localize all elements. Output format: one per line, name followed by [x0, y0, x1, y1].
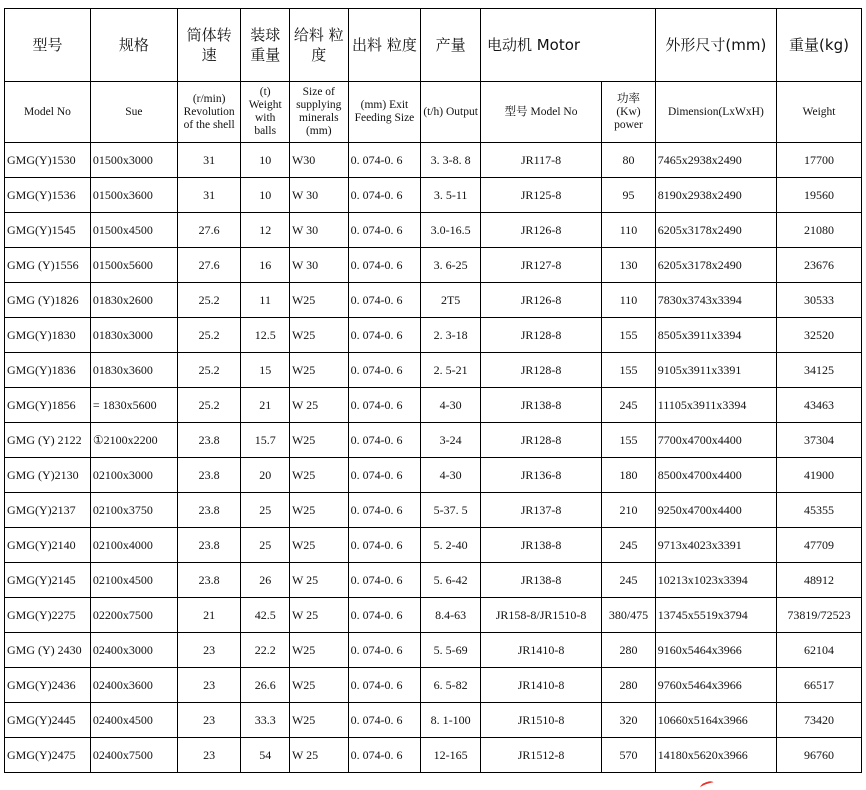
- cell-exit-size: 0. 074-0. 6: [348, 248, 421, 283]
- header-output-cn: 产量: [421, 9, 481, 82]
- cell-feed-size: W25: [289, 633, 348, 668]
- cell-ball-weight: 33.3: [241, 703, 290, 738]
- cell-output: 4-30: [421, 388, 481, 423]
- cell-model-no: GMG (Y)1826: [5, 283, 91, 318]
- cell-motor-model: JR136-8: [480, 458, 601, 493]
- cell-ball-weight: 42.5: [241, 598, 290, 633]
- cell-output: 8.4-63: [421, 598, 481, 633]
- cell-model-no: GMG(Y)1530: [5, 143, 91, 178]
- cell-output: 2T5: [421, 283, 481, 318]
- cell-rotation-speed: 25.2: [177, 353, 241, 388]
- cell-dimension: 9105x3911x3391: [655, 353, 776, 388]
- cell-feed-size: W30: [289, 143, 348, 178]
- cell-output: 6. 5-82: [421, 668, 481, 703]
- cell-output: 3-24: [421, 423, 481, 458]
- cell-ball-weight: 12: [241, 213, 290, 248]
- cell-rotation-speed: 23.8: [177, 423, 241, 458]
- cell-feed-size: W25: [289, 668, 348, 703]
- header-speed-en: (r/min) Revolution of the shell: [177, 82, 241, 143]
- header-row-chinese: [5, 9, 862, 82]
- cell-exit-size: 0. 074-0. 6: [348, 633, 421, 668]
- cell-motor-model: JR1510-8: [480, 703, 601, 738]
- cell-weight: 48912: [777, 563, 862, 598]
- cell-exit-size: 0. 074-0. 6: [348, 178, 421, 213]
- header-exit-size-en: (mm) Exit Feeding Size: [348, 82, 421, 143]
- cell-exit-size: 0. 074-0. 6: [348, 458, 421, 493]
- cell-ball-weight: 15.7: [241, 423, 290, 458]
- cell-spec: 02200x7500: [90, 598, 177, 633]
- cell-dimension: 9713x4023x3391: [655, 528, 776, 563]
- cell-rotation-speed: 23: [177, 668, 241, 703]
- cell-model-no: GMG(Y)2436: [5, 668, 91, 703]
- cell-exit-size: 0. 074-0. 6: [348, 143, 421, 178]
- cell-weight: 45355: [777, 493, 862, 528]
- header-output-en: (t/h) Output: [421, 82, 481, 143]
- cell-output: 5. 2-40: [421, 528, 481, 563]
- cell-feed-size: W 25: [289, 738, 348, 773]
- cell-motor-model: JR125-8: [480, 178, 601, 213]
- cell-model-no: GMG(Y)2140: [5, 528, 91, 563]
- cell-dimension: 7700x4700x4400: [655, 423, 776, 458]
- cell-ball-weight: 12.5: [241, 318, 290, 353]
- header-dimension-en: Dimension(LxWxH): [655, 82, 776, 143]
- cell-rotation-speed: 21: [177, 598, 241, 633]
- header-balls-cn: 装球重量: [241, 9, 290, 82]
- cell-motor-model: JR138-8: [480, 528, 601, 563]
- cell-model-no: GMG(Y)1836: [5, 353, 91, 388]
- cell-exit-size: 0. 074-0. 6: [348, 213, 421, 248]
- cell-rotation-speed: 23.8: [177, 458, 241, 493]
- cell-motor-model: JR126-8: [480, 283, 601, 318]
- cell-ball-weight: 10: [241, 143, 290, 178]
- cell-ball-weight: 54: [241, 738, 290, 773]
- cell-output: 3. 5-11: [421, 178, 481, 213]
- cell-weight: 19560: [777, 178, 862, 213]
- cell-dimension: 14180x5620x3966: [655, 738, 776, 773]
- header-spec-en: Sue: [90, 82, 177, 143]
- cell-dimension: 9760x5464x3966: [655, 668, 776, 703]
- cell-motor-power: 245: [602, 528, 656, 563]
- table-row: [5, 703, 862, 738]
- cell-motor-power: 130: [602, 248, 656, 283]
- cell-weight: 32520: [777, 318, 862, 353]
- cell-motor-power: 280: [602, 633, 656, 668]
- header-model-cn: 型号: [5, 9, 91, 82]
- cell-weight: 34125: [777, 353, 862, 388]
- cell-motor-model: JR128-8: [480, 353, 601, 388]
- header-motor-power-en: 功率 (Kw) power: [602, 82, 656, 143]
- cell-dimension: 10660x5164x3966: [655, 703, 776, 738]
- cell-exit-size: 0. 074-0. 6: [348, 598, 421, 633]
- cell-exit-size: 0. 074-0. 6: [348, 283, 421, 318]
- cell-spec: 01500x3600: [90, 178, 177, 213]
- red-pen-mark: [699, 780, 714, 790]
- cell-motor-model: JR138-8: [480, 388, 601, 423]
- table-row: [5, 388, 862, 423]
- cell-exit-size: 0. 074-0. 6: [348, 493, 421, 528]
- cell-model-no: GMG (Y) 2122: [5, 423, 91, 458]
- cell-motor-power: 210: [602, 493, 656, 528]
- cell-feed-size: W25: [289, 283, 348, 318]
- cell-spec: 01500x4500: [90, 213, 177, 248]
- cell-output: 3.0-16.5: [421, 213, 481, 248]
- cell-dimension: 9160x5464x3966: [655, 633, 776, 668]
- cell-motor-model: JR158-8/JR1510-8: [480, 598, 601, 633]
- cell-motor-model: JR137-8: [480, 493, 601, 528]
- cell-weight: 17700: [777, 143, 862, 178]
- cell-output: 2. 5-21: [421, 353, 481, 388]
- cell-dimension: 7465x2938x2490: [655, 143, 776, 178]
- cell-motor-power: 320: [602, 703, 656, 738]
- table-row: [5, 493, 862, 528]
- cell-dimension: 6205x3178x2490: [655, 248, 776, 283]
- table-row: [5, 668, 862, 703]
- cell-rotation-speed: 23.8: [177, 563, 241, 598]
- cell-exit-size: 0. 074-0. 6: [348, 318, 421, 353]
- cell-model-no: GMG(Y)2475: [5, 738, 91, 773]
- cell-weight: 23676: [777, 248, 862, 283]
- cell-model-no: GMG (Y)2130: [5, 458, 91, 493]
- cell-motor-model: JR126-8: [480, 213, 601, 248]
- cell-dimension: 7830x3743x3394: [655, 283, 776, 318]
- cell-model-no: GMG(Y)1545: [5, 213, 91, 248]
- cell-ball-weight: 15: [241, 353, 290, 388]
- cell-ball-weight: 25: [241, 528, 290, 563]
- cell-feed-size: W25: [289, 528, 348, 563]
- table-row: [5, 178, 862, 213]
- table-row: [5, 283, 862, 318]
- cell-motor-model: JR117-8: [480, 143, 601, 178]
- cell-motor-model: JR1512-8: [480, 738, 601, 773]
- cell-rotation-speed: 23.8: [177, 528, 241, 563]
- table-row: [5, 213, 862, 248]
- cell-motor-model: JR1410-8: [480, 633, 601, 668]
- cell-model-no: GMG (Y)1556: [5, 248, 91, 283]
- cell-motor-power: 80: [602, 143, 656, 178]
- cell-weight: 47709: [777, 528, 862, 563]
- cell-output: 5. 6-42: [421, 563, 481, 598]
- cell-feed-size: W 25: [289, 388, 348, 423]
- cell-rotation-speed: 25.2: [177, 318, 241, 353]
- cell-spec: 02400x4500: [90, 703, 177, 738]
- header-balls-en: (t) Weight with balls: [241, 82, 290, 143]
- cell-model-no: GMG(Y)1856: [5, 388, 91, 423]
- cell-ball-weight: 26: [241, 563, 290, 598]
- cell-spec: 01830x2600: [90, 283, 177, 318]
- cell-output: 3. 3-8. 8: [421, 143, 481, 178]
- cell-spec: 01500x5600: [90, 248, 177, 283]
- table-row: [5, 248, 862, 283]
- cell-spec: 01830x3600: [90, 353, 177, 388]
- cell-output: 4-30: [421, 458, 481, 493]
- cell-weight: 41900: [777, 458, 862, 493]
- table-row: [5, 563, 862, 598]
- cell-rotation-speed: 23: [177, 633, 241, 668]
- header-exit-size-cn: 出料 粒度: [348, 9, 421, 82]
- cell-feed-size: W25: [289, 318, 348, 353]
- table-row: [5, 738, 862, 773]
- cell-dimension: 11105x3911x3394: [655, 388, 776, 423]
- cell-weight: 96760: [777, 738, 862, 773]
- cell-ball-weight: 11: [241, 283, 290, 318]
- cell-weight: 43463: [777, 388, 862, 423]
- cell-dimension: 6205x3178x2490: [655, 213, 776, 248]
- cell-dimension: 8190x2938x2490: [655, 178, 776, 213]
- cell-feed-size: W25: [289, 703, 348, 738]
- cell-exit-size: 0. 074-0. 6: [348, 738, 421, 773]
- table-row: [5, 458, 862, 493]
- cell-rotation-speed: 23: [177, 738, 241, 773]
- cell-exit-size: 0. 074-0. 6: [348, 528, 421, 563]
- cell-ball-weight: 26.6: [241, 668, 290, 703]
- cell-motor-model: JR127-8: [480, 248, 601, 283]
- table-row: [5, 423, 862, 458]
- cell-spec: 02100x4000: [90, 528, 177, 563]
- cell-spec: 01830x3000: [90, 318, 177, 353]
- cell-rotation-speed: 23: [177, 703, 241, 738]
- cell-spec: = 1830x5600: [90, 388, 177, 423]
- table-row: [5, 528, 862, 563]
- cell-output: 8. 1-100: [421, 703, 481, 738]
- cell-exit-size: 0. 074-0. 6: [348, 353, 421, 388]
- cell-spec: ①2100x2200: [90, 423, 177, 458]
- cell-dimension: 13745x5519x3794: [655, 598, 776, 633]
- ball-mill-spec-table: [4, 8, 862, 773]
- table-row: [5, 633, 862, 668]
- cell-dimension: 8500x4700x4400: [655, 458, 776, 493]
- cell-feed-size: W 30: [289, 178, 348, 213]
- cell-feed-size: W25: [289, 458, 348, 493]
- cell-weight: 21080: [777, 213, 862, 248]
- cell-spec: 02100x3750: [90, 493, 177, 528]
- cell-rotation-speed: 23.8: [177, 493, 241, 528]
- cell-rotation-speed: 27.6: [177, 248, 241, 283]
- cell-exit-size: 0. 074-0. 6: [348, 563, 421, 598]
- cell-weight: 37304: [777, 423, 862, 458]
- cell-spec: 01500x3000: [90, 143, 177, 178]
- cell-motor-power: 95: [602, 178, 656, 213]
- header-motor-cn: 电动机 Motor: [480, 9, 655, 82]
- cell-weight: 30533: [777, 283, 862, 318]
- cell-exit-size: 0. 074-0. 6: [348, 388, 421, 423]
- cell-ball-weight: 22.2: [241, 633, 290, 668]
- cell-output: 5-37. 5: [421, 493, 481, 528]
- cell-motor-power: 245: [602, 388, 656, 423]
- cell-model-no: GMG (Y) 2430: [5, 633, 91, 668]
- cell-motor-power: 570: [602, 738, 656, 773]
- cell-model-no: GMG(Y)1536: [5, 178, 91, 213]
- header-speed-cn: 筒体转速: [177, 9, 241, 82]
- cell-weight: 66517: [777, 668, 862, 703]
- table-row: [5, 598, 862, 633]
- cell-spec: 02400x3600: [90, 668, 177, 703]
- cell-dimension: 8505x3911x3394: [655, 318, 776, 353]
- cell-motor-power: 110: [602, 283, 656, 318]
- cell-motor-power: 280: [602, 668, 656, 703]
- cell-feed-size: W 30: [289, 248, 348, 283]
- cell-motor-power: 245: [602, 563, 656, 598]
- header-motor-model-en: 型号 Model No: [480, 82, 601, 143]
- cell-rotation-speed: 25.2: [177, 388, 241, 423]
- header-dimension-cn: 外形尺寸(mm): [655, 9, 776, 82]
- cell-model-no: GMG(Y)2275: [5, 598, 91, 633]
- cell-model-no: GMG(Y)2445: [5, 703, 91, 738]
- header-weight-cn: 重量(kg): [777, 9, 862, 82]
- cell-spec: 02400x3000: [90, 633, 177, 668]
- cell-ball-weight: 25: [241, 493, 290, 528]
- cell-motor-power: 180: [602, 458, 656, 493]
- cell-motor-model: JR138-8: [480, 563, 601, 598]
- cell-feed-size: W 25: [289, 598, 348, 633]
- cell-motor-power: 155: [602, 423, 656, 458]
- cell-rotation-speed: 31: [177, 178, 241, 213]
- table-body: [5, 9, 862, 773]
- cell-spec: 02400x7500: [90, 738, 177, 773]
- cell-feed-size: W25: [289, 493, 348, 528]
- cell-weight: 73420: [777, 703, 862, 738]
- header-row-english: [5, 82, 862, 143]
- cell-output: 12-165: [421, 738, 481, 773]
- cell-rotation-speed: 27.6: [177, 213, 241, 248]
- header-feed-size-cn: 给料 粒度: [289, 9, 348, 82]
- header-spec-cn: 规格: [90, 9, 177, 82]
- cell-output: 2. 3-18: [421, 318, 481, 353]
- cell-model-no: GMG(Y)2145: [5, 563, 91, 598]
- header-feed-size-en: Size of supplying minerals (mm): [289, 82, 348, 143]
- cell-ball-weight: 21: [241, 388, 290, 423]
- cell-motor-power: 110: [602, 213, 656, 248]
- table-row: [5, 353, 862, 388]
- cell-motor-power: 155: [602, 353, 656, 388]
- cell-weight: 73819/72523: [777, 598, 862, 633]
- cell-model-no: GMG(Y)2137: [5, 493, 91, 528]
- cell-feed-size: W25: [289, 423, 348, 458]
- cell-output: 3. 6-25: [421, 248, 481, 283]
- cell-motor-model: JR128-8: [480, 423, 601, 458]
- cell-feed-size: W25: [289, 353, 348, 388]
- cell-exit-size: 0. 074-0. 6: [348, 423, 421, 458]
- cell-motor-model: JR128-8: [480, 318, 601, 353]
- cell-motor-power: 380/475: [602, 598, 656, 633]
- cell-ball-weight: 16: [241, 248, 290, 283]
- cell-rotation-speed: 25.2: [177, 283, 241, 318]
- header-model-en: Model No: [5, 82, 91, 143]
- cell-model-no: GMG(Y)1830: [5, 318, 91, 353]
- header-weight-en: Weight: [777, 82, 862, 143]
- cell-ball-weight: 20: [241, 458, 290, 493]
- cell-motor-power: 155: [602, 318, 656, 353]
- table-row: [5, 318, 862, 353]
- cell-motor-model: JR1410-8: [480, 668, 601, 703]
- cell-exit-size: 0. 074-0. 6: [348, 703, 421, 738]
- cell-dimension: 10213x1023x3394: [655, 563, 776, 598]
- cell-spec: 02100x3000: [90, 458, 177, 493]
- cell-rotation-speed: 31: [177, 143, 241, 178]
- cell-spec: 02100x4500: [90, 563, 177, 598]
- table-row: [5, 143, 862, 178]
- cell-ball-weight: 10: [241, 178, 290, 213]
- cell-output: 5. 5-69: [421, 633, 481, 668]
- cell-feed-size: W 25: [289, 563, 348, 598]
- cell-weight: 62104: [777, 633, 862, 668]
- cell-dimension: 9250x4700x4400: [655, 493, 776, 528]
- cell-exit-size: 0. 074-0. 6: [348, 668, 421, 703]
- cell-feed-size: W 30: [289, 213, 348, 248]
